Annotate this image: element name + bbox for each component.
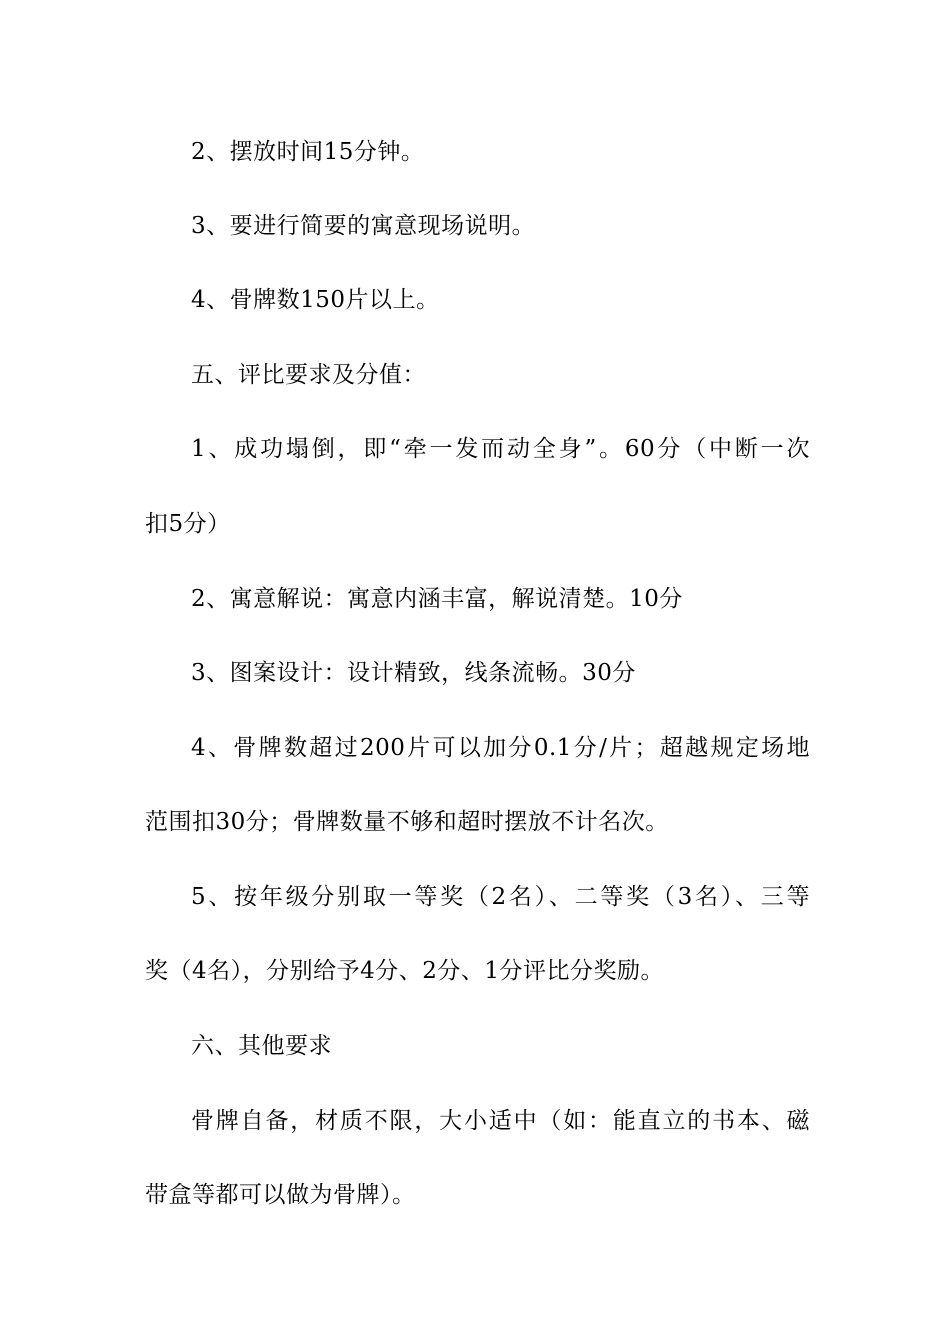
scoring-item-4-line-1: 4、骨牌数超过200片可以加分0.1分/片；超越规定场地 <box>191 735 810 761</box>
scoring-item-5-line-1: 5、按年级分别取一等奖（2名）、二等奖（3名）、三等 <box>191 884 810 910</box>
scoring-item-1-line-1: 1、成功塌倒，即“牵一发而动全身”。60分（中断一次 <box>191 436 810 462</box>
other-requirement-line-2: 带盒等都可以做为骨牌）。 <box>145 1182 416 1208</box>
section-heading-other: 六、其他要求 <box>191 1033 332 1059</box>
scoring-item-5-line-2: 奖（4名），分别给予4分、2分、1分评比分奖励。 <box>145 958 665 984</box>
scoring-item-4-line-2: 范围扣30分；骨牌数量不够和超时摆放不计名次。 <box>145 809 669 835</box>
scoring-item-3: 3、图案设计：设计精致，线条流畅。30分 <box>191 660 636 686</box>
rule-item-time: 2、摆放时间15分钟。 <box>191 139 425 165</box>
scoring-item-2: 2、寓意解说：寓意内涵丰富，解说清楚。10分 <box>191 586 683 612</box>
rule-item-count: 4、骨牌数150片以上。 <box>191 287 440 313</box>
section-heading-scoring: 五、评比要求及分值： <box>191 362 426 388</box>
scoring-item-1-line-2: 扣5分） <box>145 511 231 537</box>
other-requirement-line-1: 骨牌自备，材质不限，大小适中（如：能直立的书本、磁 <box>191 1108 810 1134</box>
rule-item-explanation: 3、要进行简要的寓意现场说明。 <box>191 213 536 239</box>
